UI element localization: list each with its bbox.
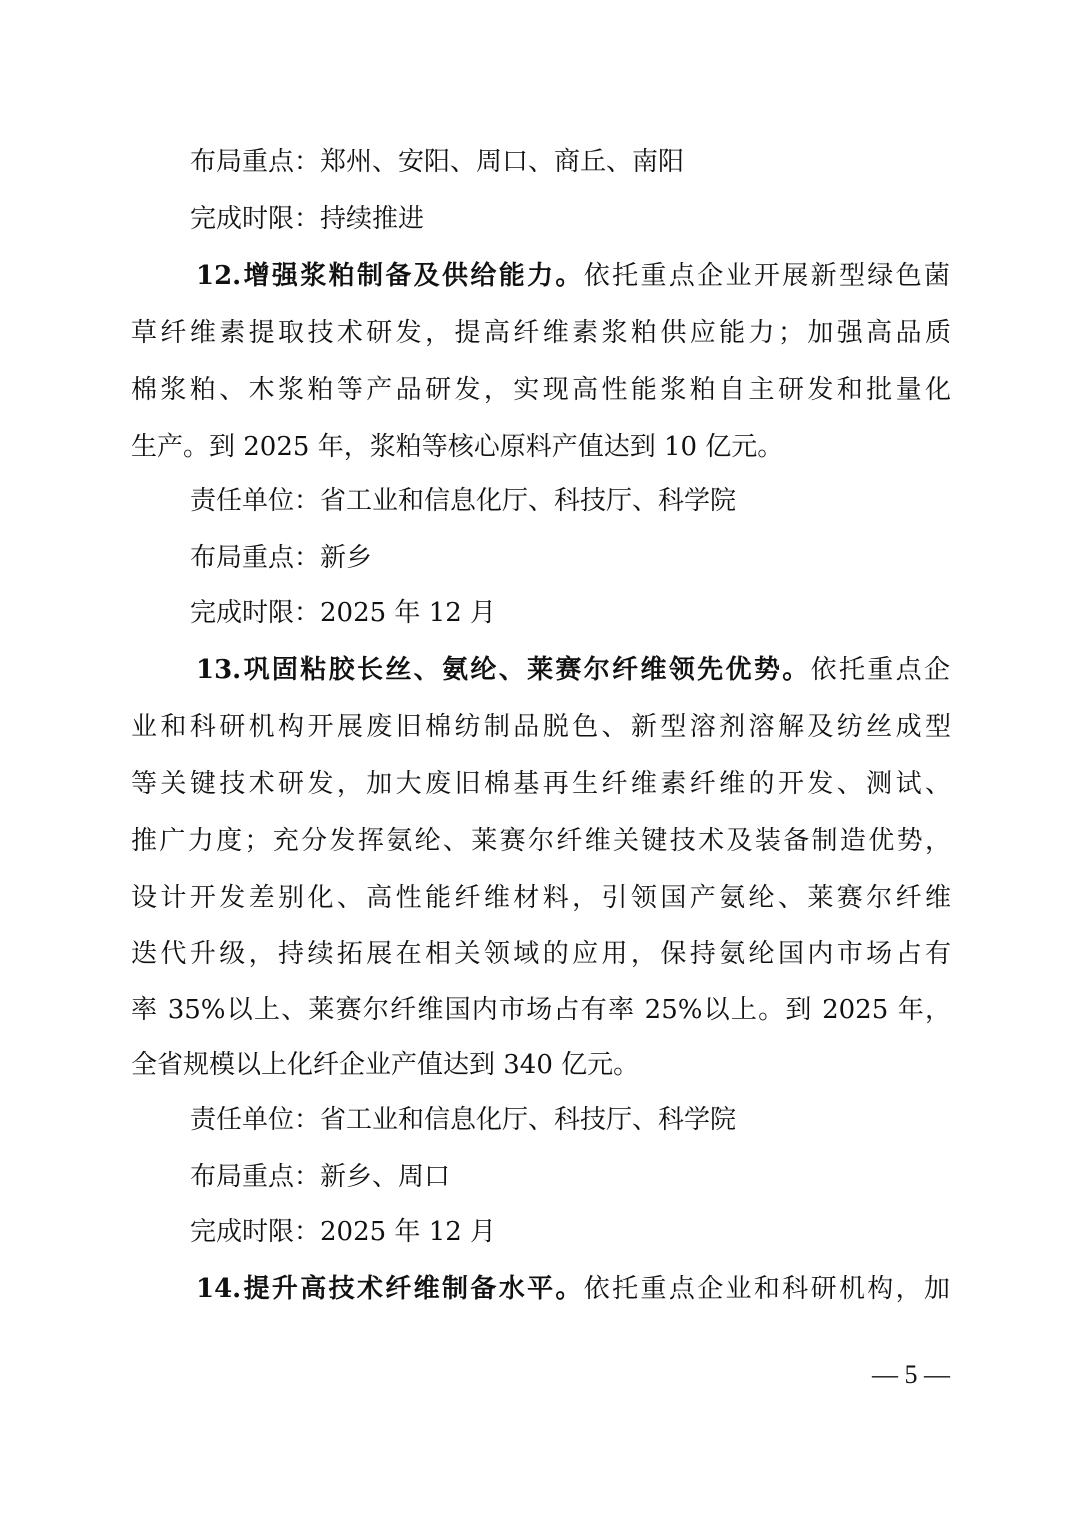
heading-14: 14.提升高技术纤维制备水平。 [196, 1274, 584, 1304]
paragraph-14-line-1 [0, 1260, 950, 1318]
layout-focus-11: 布局重点：郑州、安阳、周口、商丘、南阳 [190, 147, 685, 177]
paragraph-12-text-1: 依托重点企业开展新型绿色菌 [583, 261, 950, 291]
paragraph-13-line-3: 等关键技术研发，加大废旧棉基再生纤维素纤维的开发、测试、 [131, 769, 951, 799]
paragraph-13-line-6: 迭代升级，持续拓展在相关领域的应用，保持氨纶国内市场占有 [131, 939, 951, 969]
heading-12: 12.增强浆粕制备及供给能力。 [196, 261, 584, 291]
paragraph-13-line-8: 全省规模以上化纤企业产值达到 340 亿元。 [131, 1050, 640, 1080]
responsible-units-13: 责任单位：省工业和信息化厅、科技厅、科学院 [190, 1105, 737, 1135]
paragraph-13-line-4: 推广力度；充分发挥氨纶、莱赛尔纤维关键技术及装备制造优势， [131, 826, 951, 856]
paragraph-13-line-2: 业和科研机构开展废旧棉纺制品脱色、新型溶剂溶解及纺丝成型 [131, 712, 951, 742]
paragraph-12-line-1 [0, 247, 950, 305]
paragraph-12-line-4: 生产。到 2025 年，浆粕等核心原料产值达到 10 亿元。 [131, 432, 784, 462]
deadline-13: 完成时限：2025 年 12 月 [190, 1217, 497, 1247]
heading-13: 13.巩固粘胶长丝、氨纶、莱赛尔纤维领先优势。 [196, 655, 811, 685]
paragraph-13-line-1 [0, 641, 950, 699]
layout-focus-13: 布局重点：新乡、周口 [190, 1162, 451, 1192]
paragraph-12-line-3: 棉浆粕、木浆粕等产品研发，实现高性能浆粕自主研发和批量化 [131, 375, 951, 405]
responsible-units-12: 责任单位：省工业和信息化厅、科技厅、科学院 [190, 486, 737, 516]
deadline-11: 完成时限：持续推进 [190, 204, 425, 234]
paragraph-13-line-5: 设计开发差别化、高性能纤维材料，引领国产氨纶、莱赛尔纤维 [131, 883, 951, 913]
paragraph-14-text-1: 依托重点企业和科研机构，加 [583, 1274, 950, 1304]
paragraph-13-line-7: 率 35%以上、莱赛尔纤维国内市场占有率 25%以上。到 2025 年， [131, 995, 951, 1025]
layout-focus-12: 布局重点：新乡 [190, 543, 373, 573]
deadline-12: 完成时限：2025 年 12 月 [190, 598, 497, 628]
paragraph-13-text-1: 依托重点企 [810, 655, 950, 685]
paragraph-12-line-2: 草纤维素提取技术研发，提高纤维素浆粕供应能力；加强高品质 [131, 318, 951, 348]
page-number: — 5 — [872, 1360, 950, 1389]
